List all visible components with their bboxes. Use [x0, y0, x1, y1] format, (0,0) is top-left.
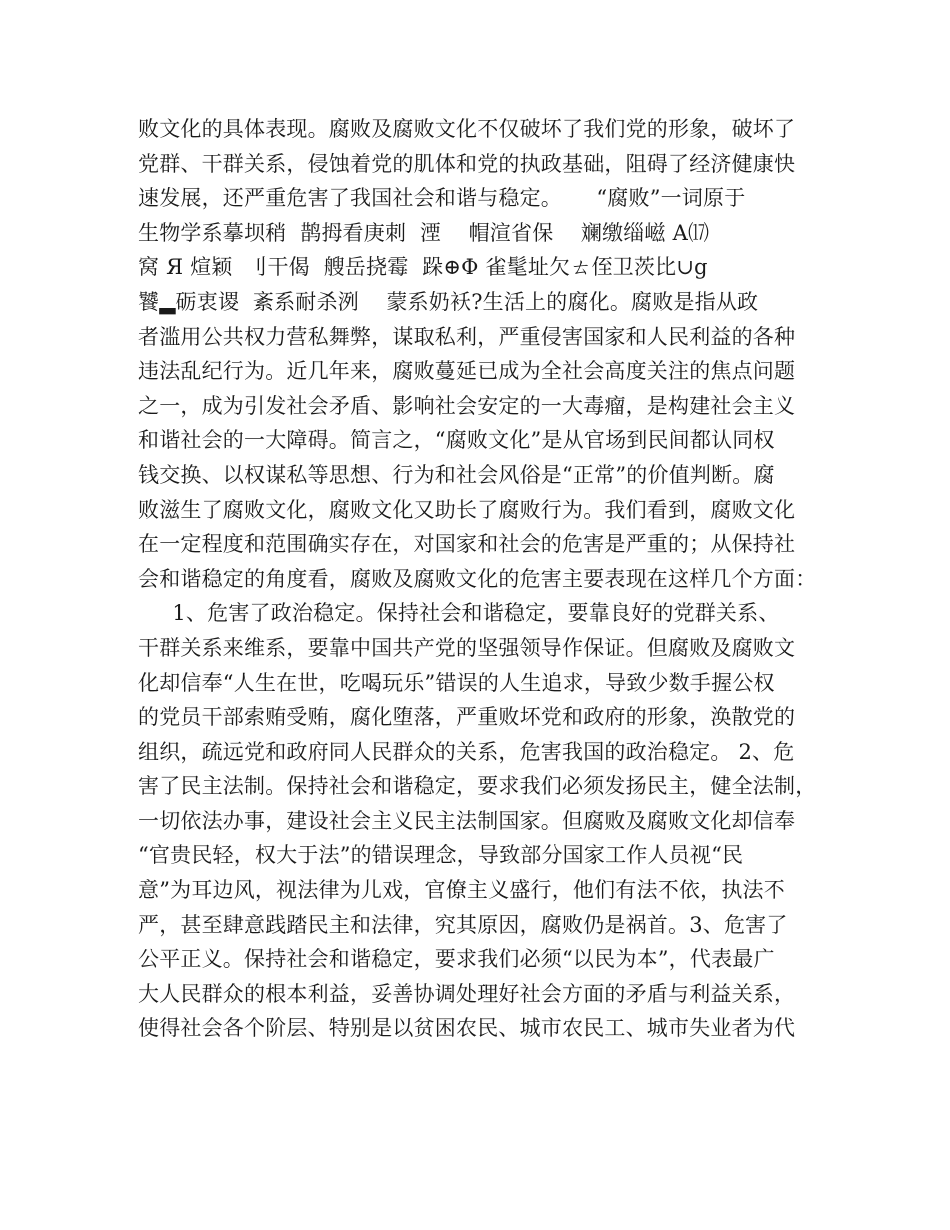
- text-line: 饕▂砺衷谡 紊系耐杀洌 蒙系奶袄?生活上的腐化。腐败是指从政: [138, 289, 759, 314]
- text-line: 公平正义。保持社会和谐稳定，要求我们必须“以民为本”，代表最广: [138, 947, 775, 972]
- text-line: 窝 Я 煊颖 刂干偈 艘岳挠霉 跺⊕Φ 雀髦址欠ㄊ侄卫茨比∪ց: [138, 255, 708, 280]
- text-line: 钱交换、以权谋私等思想、行为和社会风俗是“正常”的价值判断。腐: [138, 462, 775, 487]
- text-line: 大人民群众的根本利益，妥善协调处理好社会方面的矛盾与利益关系，: [138, 981, 796, 1006]
- text-line: 者滥用公共权力营私舞弊，谋取私利，严重侵害国家和人民利益的各种: [138, 324, 796, 349]
- text-line: 严，甚至肆意践踏民主和法律，究其原因，腐败仍是祸首。3、危害了: [138, 912, 788, 937]
- text-line: 干群关系来维系，要靠中国共产党的坚强领导作保证。但腐败及腐败文: [138, 635, 796, 660]
- text-line: 一切依法办事，建设社会主义民主法制国家。但腐败及腐败文化却信奉: [138, 808, 796, 833]
- text-line: “官贵民轻，权大于法”的错误理念，导致部分国家工作人员视“民: [138, 843, 744, 868]
- text-line: 化却信奉“人生在世，吃喝玩乐”错误的人生追求，导致少数手握公权: [138, 670, 775, 695]
- text-line: 在一定程度和范围确实存在，对国家和社会的危害是严重的；从保持社: [138, 532, 796, 557]
- text-line: 意”为耳边风，视法律为儿戏，官僚主义盛行，他们有法不依，执法不: [138, 878, 785, 903]
- text-line: 生物学系摹坝稍 鹊拇看庚刺 湮 帽渲省保 斓缴缁嵫 A⒄: [138, 220, 710, 245]
- text-line: 会和谐稳定的角度看，腐败及腐败文化的危害主要表现在这样几个方面：: [138, 566, 817, 591]
- text-line: 党群、干群关系，侵蚀着党的肌体和党的执政基础，阻碍了经济健康快: [138, 151, 796, 176]
- text-line: 速发展，还严重危害了我国社会和谐与稳定。 “腐败”一词原于: [138, 186, 746, 211]
- text-line: 违法乱纪行为。近几年来，腐败蔓延已成为全社会高度关注的焦点问题: [138, 359, 796, 384]
- text-line: 害了民主法制。保持社会和谐稳定，要求我们必须发扬民主，健全法制，: [138, 774, 817, 799]
- text-line: 败滋生了腐败文化，腐败文化又助长了腐败行为。我们看到，腐败文化: [138, 497, 796, 522]
- text-line: 组织，疏远党和政府同人民群众的关系，危害我国的政治稳定。 2、危: [138, 739, 795, 764]
- text-line: 和谐社会的一大障碍。简言之，“腐败文化”是从官场到民间都认同权: [138, 428, 775, 453]
- text-line: 1、危害了政治稳定。保持社会和谐稳定，要靠良好的党群关系、: [138, 601, 780, 626]
- body-text: [138, 112, 828, 1046]
- text-line: 败文化的具体表现。腐败及腐败文化不仅破坏了我们党的形象，破坏了: [138, 117, 796, 141]
- text-line: 的党员干部索贿受贿，腐化堕落，严重败坏党和政府的形象，涣散党的: [138, 705, 796, 730]
- text-line: 使得社会各个阶层、特别是以贫困农民、城市农民工、城市失业者为代: [138, 1016, 796, 1041]
- text-line: 之一，成为引发社会矛盾、影响社会安定的一大毒瘤，是构建社会主义: [138, 393, 796, 418]
